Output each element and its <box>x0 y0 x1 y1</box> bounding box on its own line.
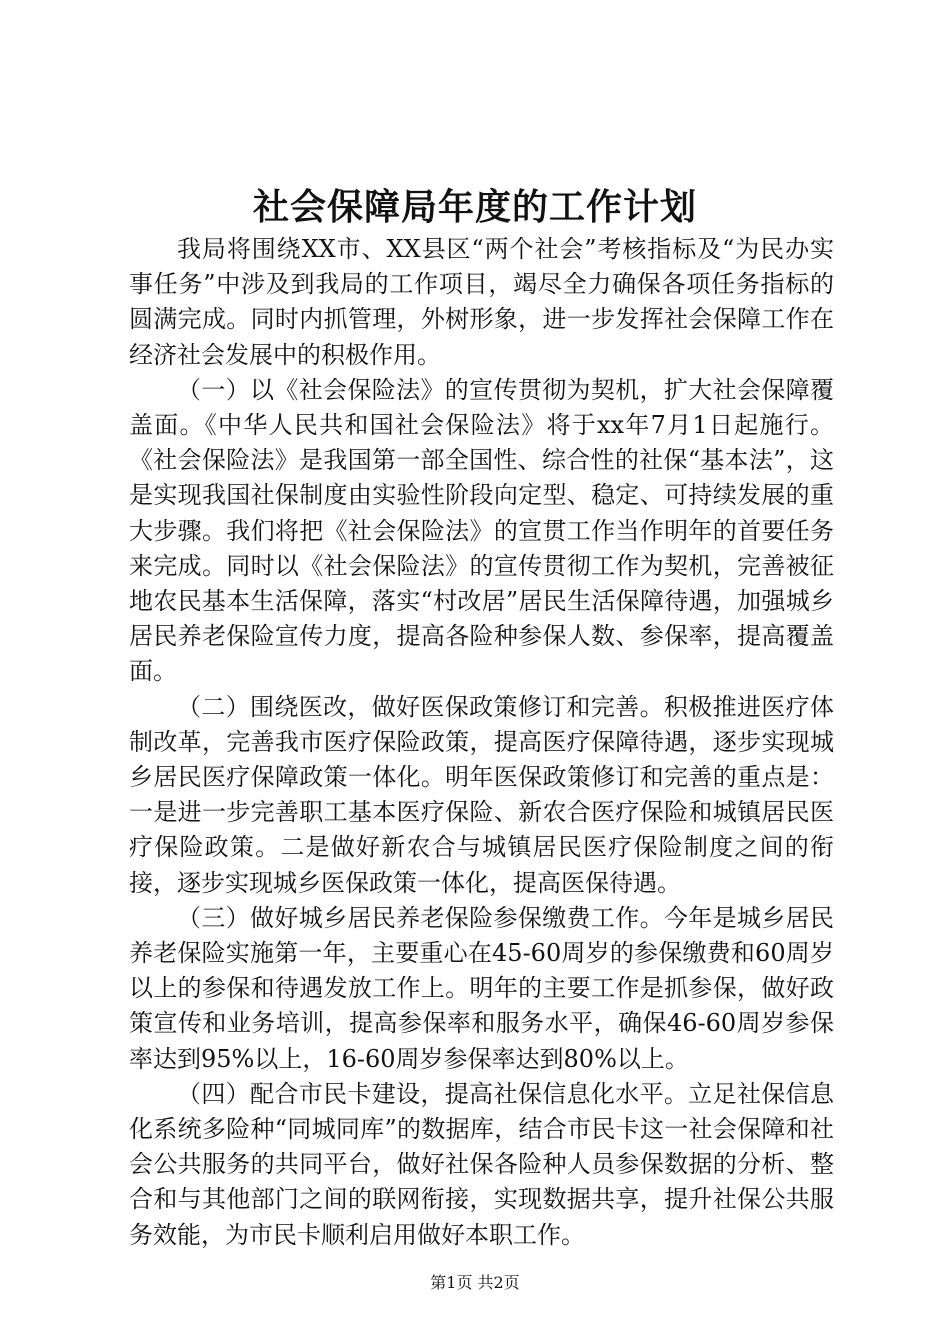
paragraph-section-4: （四）配合市民卡建设，提高社保信息化水平。立足社保信息化系统多险种“同城同库”的数据库，结合市民卡这一社会保障和社会公共服务的共同平台，做好社保各险种人员参保数据的分析、整合和与其他部门之间的联网衔接，实现数据共享，提升社保公共服务效能，为市民卡顺利启用做好本职工作。 <box>129 1079 834 1249</box>
page-number-footer: 第1页 共2页 <box>430 1273 520 1292</box>
document-body <box>129 232 834 1253</box>
document-title: 社会保障局年度的工作计划 <box>252 186 697 228</box>
paragraph-section-2: （二）围绕医改，做好医保政策修订和完善。积极推进医疗体制改革，完善我市医疗保险政策，提高医疗保障待遇，逐步实现城乡居民医疗保障政策一体化。明年医保政策修订和完善的重点是：一是进一步完善职工基本医疗保险、新农合医疗保险和城镇居民医疗保险政策。二是做好新农合与城镇居民医疗保险制度之间的衔接，逐步实现城乡医保政策一体化，提高医保待遇。 <box>129 692 834 897</box>
paragraph-intro: 我局将围绕XX市、XX县区“两个社会”考核指标及“为民办实事任务”中涉及到我局的工作项目，竭尽全力确保各项任务指标的圆满完成。同时内抓管理，外树形象，进一步发挥社会保障工作在经济社会发展中的积极作用。 <box>129 235 834 369</box>
paragraph-section-1: （一）以《社会保险法》的宣传贯彻为契机，扩大社会保障覆盖面。《中华人民共和国社会保险法》将于xx年7月1日起施行。《社会保险法》是我国第一部全国性、综合性的社保“基本法”，这是实现我国社保制度由实验性阶段向定型、稳定、可持续发展的重大步骤。我们将把《社会保险法》的宣贯工作当作明年的首要任务来完成。同时以《社会保险法》的宣传贯彻工作为契机，完善被征地农民基本生活保障，落实“村改居”居民生活保障待遇，加强城乡居民养老保险宣传力度，提高各险种参保人数、参保率，提高覆盖面。 <box>129 375 834 686</box>
paragraph-section-3: （三）做好城乡居民养老保险参保缴费工作。今年是城乡居民养老保险实施第一年，主要重心在45-60周岁的参保缴费和60周岁以上的参保和待遇发放工作上。明年的主要工作是抓参保，做好政策宣传和业务培训，提高参保率和服务水平，确保46-60周岁参保率达到95%以上，16-60周岁参保率达到80%以上。 <box>129 903 834 1073</box>
